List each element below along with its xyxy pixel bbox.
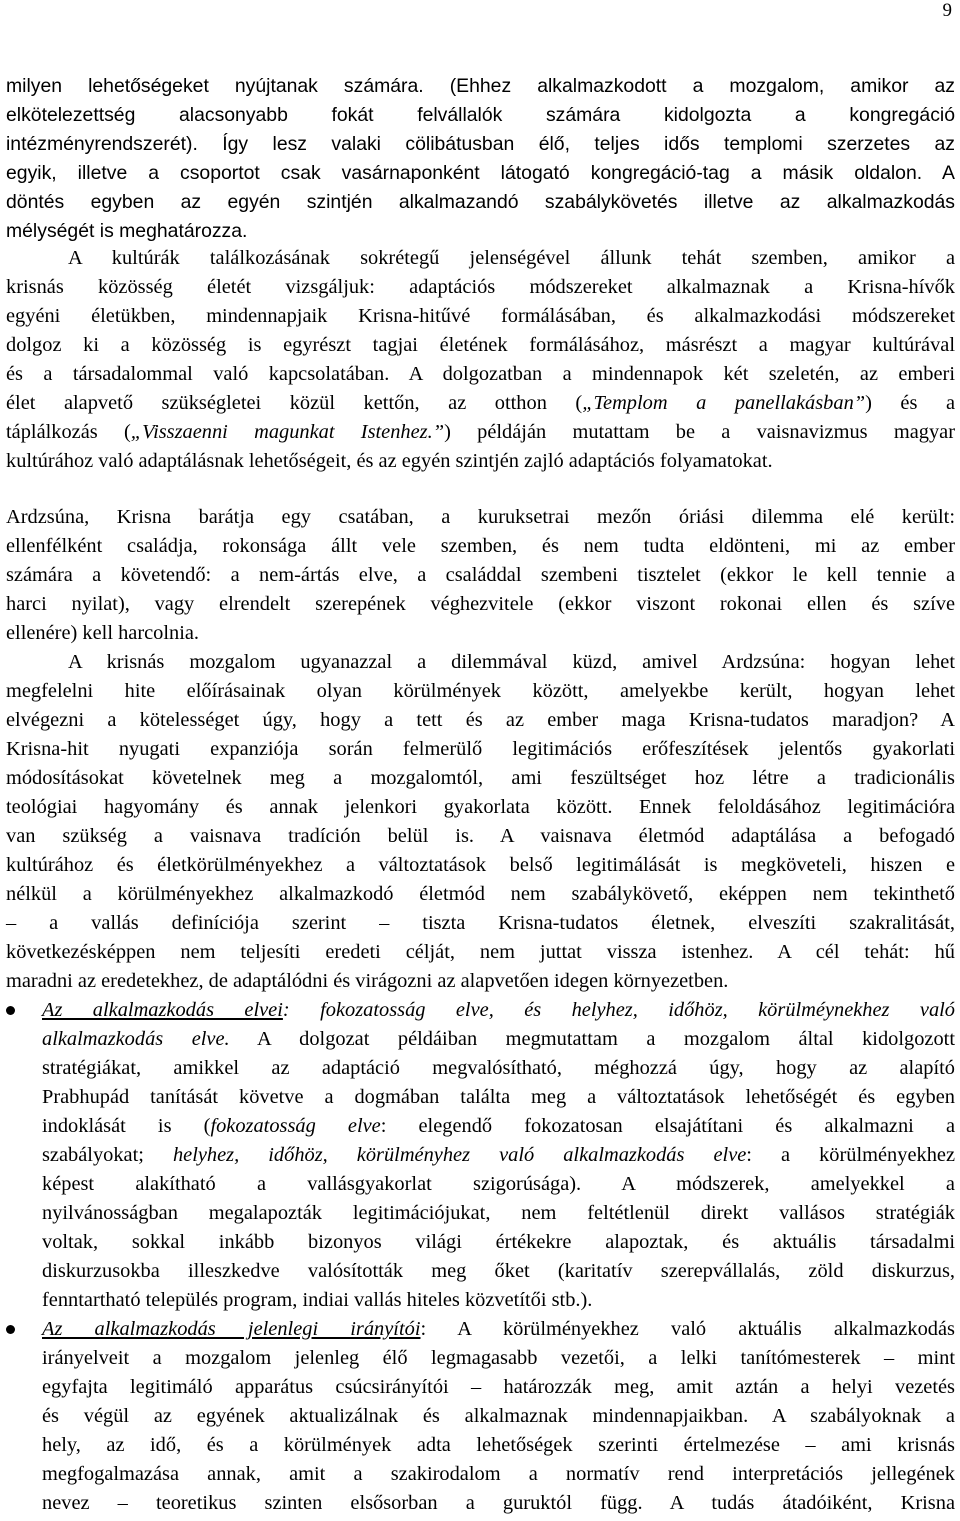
text-line [42,1112,955,1141]
text-line: és végül az egyének aktualizálnak és alkalmaznak mindennapjaikban. A szabályoknak a [42,1405,955,1427]
bullet-icon [6,1006,15,1015]
list-item [6,1315,955,1518]
italic-text: fokozatosság elve [210,1115,381,1137]
text-run: : a körülményekhez [746,1144,955,1166]
text-line: döntés egyben az egyén szintjén alkalmazandó szabálykövetés illetve az alkalmazkodás [6,191,955,213]
paragraph-2 [6,244,955,476]
text-line: maradni az eredetekhez, de adaptálódni és virágozni az alapvetően idegen környezetben. [6,970,729,992]
bullet-list [6,996,955,1518]
page-number: 9 [942,0,952,21]
paragraph-3 [6,503,955,648]
text-line [6,418,955,447]
text-line: voltak, sokkal inkább bizonyos világi értékekre alapoztak, és aktuális társadalmi [42,1231,955,1253]
text-line: harci nyilat), vagy elrendelt szerepének véghezvitele (ekkor viszont rokonai ellen és szíve [6,593,955,615]
text-run: ) példáján mutattam be a vaisnavizmus magyar [444,421,955,443]
paragraph-4 [6,648,955,996]
italic-label: Az alkalmazkodás elvei [42,999,283,1021]
text-run: indoklását is ( [42,1115,211,1137]
text-line: képest alakítható a vallásgyakorlat szigorúsága). A módszerek, amelyekkel a [42,1173,955,1195]
text-run: szabályokat; [42,1144,173,1166]
italic-text: helyhez, időhöz, körülményhez való alkalmazkodás elve [172,1144,747,1166]
list-item-text [42,1315,955,1518]
text-line [42,1141,955,1170]
text-line: hely, az idő, és a körülmények adta lehetőségek szerinti értelmezése – ami krisnás [42,1434,955,1456]
paragraph-1 [6,72,955,246]
text-line: elvégezni a kötelességet úgy, hogy a tett és az ember maga Krisna-tudatos maradjon? A [6,709,955,731]
text-run: élet alapvető szükségletei közül kettőn, az otthon ( [6,392,583,414]
text-line: megfogalmazása annak, amit a szakirodalom a normatív rend interpretációs jellegének [42,1463,955,1485]
text-line: Prabhupád tanítását követve a dogmában találta meg a változtatások lehetőségét és egyben [42,1086,955,1108]
text-line: Ardzsúna, Krisna barátja egy csatában, a kuruksetrai mezőn óriási dilemma elé került: [6,506,955,528]
list-item [6,996,955,1315]
text-line: és a társadalommal való kapcsolatában. A dolgozatban a mindennapok két szeletén, az emberi [6,363,955,385]
text-line: ellenfélként családja, rokonsága állt vele szemben, és nem tudta eldönteni, mi az ember [6,535,955,557]
text-line: kultúrához és életkörülményekhez a változtatások belső legitimálását is megköveteli, hiszen e [6,854,955,876]
text-line: A kultúrák találkozásának sokrétegű jelenségével állunk tehát szemben, amikor a [68,247,955,269]
text-line: módosításokat követelnek meg a mozgalomtól, ami feszültséget hoz létre a tradicionális [6,767,955,789]
italic-title: „Visszaenni magunkat Istenhez.” [130,421,445,443]
text-line: diskurzusokba illeszkedve valósították meg őket (karitatív szerepvállalás, zöld diskurzus, [42,1260,955,1282]
text-run: : A körülményekhez való aktuális alkalmazkodás [420,1318,955,1340]
italic-label: Az alkalmazkodás jelenlegi irányítói [42,1318,421,1340]
text-line [42,1315,955,1344]
italic-text: : fokozatosság elve, és helyhez, időhöz, körülméynekhez való [282,999,955,1021]
list-item-text [42,996,955,1315]
text-line: megfelelni hite előírásainak olyan körülmények között, amelyekbe került, hogyan lehet [6,680,955,702]
text-line: nélkül a körülményekhez alkalmazkodó életmód nem szabálykövető, eképpen nem tekinthető [6,883,955,905]
text-line: dolgoz ki a közösség is egyrészt tagjai életének formálásához, másrészt a magyar kultúrával [6,334,955,356]
text-line: intézményrendszerét). Így lesz valaki cölibátusban élő, teljes idős templomi szerzetes az [6,133,955,155]
text-line: kultúrához való adaptálásnak lehetőségeit, és az egyén szintjén zajló adaptációs folyamatokat. [6,450,773,472]
text-line [42,1025,955,1054]
text-line: milyen lehetőségeket nyújtanak számára. (Ehhez alkalmazkodott a mozgalom, amikor az [6,75,955,97]
text-run: : elegendő fokozatosan elsajátítani és alkalmazni a [380,1115,955,1137]
text-line [42,996,955,1025]
text-line: következésképpen nem teljesíti eredeti célját, nem juttat vissza istenhez. A cél tehát: hű [6,941,955,963]
text-line: fenntartható település program, indiai vallás hiteles közvetítői stb.). [42,1289,593,1311]
text-line: mélységét is meghatározza. [6,220,248,242]
text-line: stratégiákat, amikkel az adaptáció megvalósítható, méghozzá úgy, hogy az alapító [42,1057,955,1079]
text-line: ellenére) kell harcolnia. [6,622,200,644]
text-line: elkötelezettség alacsonyabb fokát felvállalók számára kidolgozta a kongregáció [6,104,955,126]
text-line: egyik, illetve a csoportot csak vasárnaponként látogató kongregáció-tag a másik oldalon. A [6,162,955,184]
text-line: egyfajta legitimáló apparátus csúcsirányítói – határozzák meg, amit aztán a helyi vezetés [42,1376,955,1398]
text-line: nyilvánosságban megalapozták legitimációjukat, nem feltétlenül direkt vallásos stratégiák [42,1202,955,1224]
text-line: krisnás közösség életét vizsgáljuk: adaptációs módszereket alkalmaznak a Krisna-hívők [6,276,955,298]
text-line: számára a követendő: a nem-ártás elve, a családdal szembeni tisztelet (ekkor le kell tennie a [6,564,955,586]
text-line: teológiai hagyomány és annak jelenkori gyakorlata között. Ennek feloldásához legitimációra [6,796,955,818]
text-line: Krisna-hit nyugati expanziója során felmerülő legitimációs erőfeszítések jelentős gyakorlati [6,738,955,760]
text-run: táplálkozás ( [6,421,131,443]
text-run: ) és a [865,392,955,414]
text-line: van szükség a vaisnava tradíción belül is. A vaisnava életmód adaptálása a befogadó [6,825,955,847]
text-line: irányelveit a mozgalom jelenleg élő legmagasabb vezetői, a lelki tanítómesterek – mint [42,1347,955,1369]
bullet-icon [6,1325,15,1334]
text-line: – a vallás definíciója szerint – tiszta Krisna-tudatos életnek, elveszíti szakralitását, [6,912,955,934]
text-line: A krisnás mozgalom ugyanazzal a dilemmával küzd, amivel Ardzsúna: hogyan lehet [68,651,955,673]
italic-text: alkalmazkodás elve. [42,1028,230,1050]
text-line: egyéni életükben, mindennapjaik Krisna-hitűvé formálásában, és alkalmazkodási módszereket [6,305,955,327]
text-line: nevez – teoretikus szinten elsősorban a guruktól függ. A tudás átadóiként, Krisna [42,1492,955,1514]
italic-title: „Templom a panellakásban” [582,392,866,414]
text-line [6,389,955,418]
text-run: A dolgozat példáiban megmutattam a mozgalom által kidolgozott [229,1028,955,1050]
